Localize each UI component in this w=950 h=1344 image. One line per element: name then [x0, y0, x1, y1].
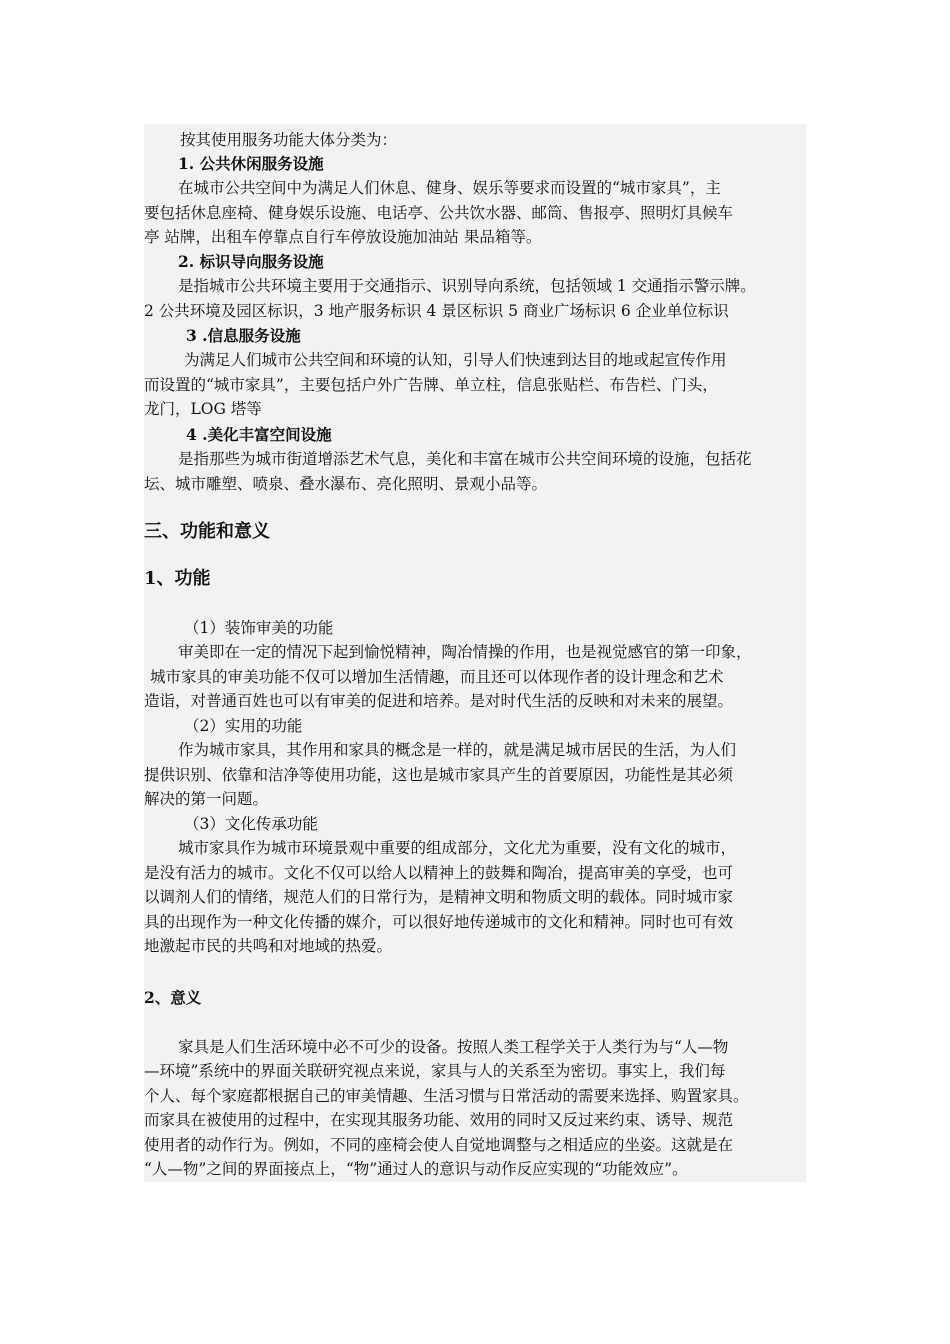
paragraph-line: 地激起市民的共鸣和对地域的热爱。 [144, 937, 393, 955]
paragraph-line: 龙门，LOG 塔等 [144, 400, 262, 418]
paragraph-line: 是指城市公共环境主要用于交通指示、识别导向系统，包括领域 1 交通指示警示牌。 [178, 277, 756, 295]
heading-functions-and-meaning: 三、功能和意义 [144, 521, 270, 542]
paragraph-line: 而设置的“城市家具”，主要包括户外广告牌、单立柱，信息张贴栏、布告栏、门头， [144, 376, 718, 394]
paragraph-line: 城市家具的审美功能不仅可以增加生活情趣，而且还可以体现作者的设计理念和艺术 [150, 668, 724, 686]
paragraph-line: 坛、城市雕塑、喷泉、叠水瀑布、亮化照明、景观小品等。 [144, 475, 548, 493]
paragraph-line: “人—物”之间的界面接点上，“物”通过人的意识与动作反应实现的“功能效应”。 [144, 1160, 688, 1178]
function-2-title: （2）实用的功能 [184, 717, 303, 735]
paragraph-line: 作为城市家具，其作用和家具的概念是一样的，就是满足城市居民的生活，为人们 [178, 741, 737, 759]
paragraph-line: 城市家具作为城市环境景观中重要的组成部分，文化尤为重要，没有文化的城市， [178, 839, 737, 857]
function-1-title: （1）装饰审美的功能 [184, 619, 334, 637]
heading-meaning: 2、意义 [144, 988, 202, 1007]
paragraph-line: 造诣，对普通百姓也可以有审美的促进和培养。是对时代生活的反映和对未来的展望。 [144, 692, 734, 710]
section-1-title: 1. 公共休闲服务设施 [178, 154, 324, 173]
paragraph-line: 以调剂人们的情绪，规范人们的日常行为，是精神文明和物质文明的载体。同时城市家 [144, 888, 734, 906]
paragraph-line: 2 公共环境及园区标识，3 地产服务标识 4 景区标识 5 商业广场标识 6 企业单位标识 [144, 302, 729, 320]
section-3-title: 3 .信息服务设施 [186, 326, 301, 345]
heading-functions: 1、功能 [144, 568, 211, 589]
paragraph-line: 在城市公共空间中为满足人们休息、健身、娱乐等要求而设置的“城市家具”，主 [178, 179, 721, 197]
paragraph-line: 是指那些为城市街道增添艺术气息，美化和丰富在城市公共空间环境的设施，包括花 [178, 450, 752, 468]
function-3-title: （3）文化传承功能 [184, 815, 318, 833]
paragraph-line: 亭 站牌，出租车停靠点自行车停放设施加油站 果品箱等。 [144, 228, 542, 246]
paragraph-line: 而家具在被使用的过程中，在实现其服务功能、效用的同时又反过来约束、诱导、规范 [144, 1111, 734, 1129]
paragraph-line: 是没有活力的城市。文化不仅可以给人以精神上的鼓舞和陶冶，提高审美的享受，也可 [144, 864, 734, 882]
section-4-title: 4 .美化丰富空间设施 [186, 425, 332, 444]
paragraph-line: 具的出现作为一种文化传播的媒介，可以很好地传递城市的文化和精神。同时也可有效 [144, 913, 734, 931]
section-2-title: 2. 标识导向服务设施 [178, 252, 324, 271]
paragraph-line: —环境”系统中的界面关联研究视点来说，家具与人的关系至为密切。事实上，我们每 [144, 1062, 726, 1080]
paragraph-line: 审美即在一定的情况下起到愉悦精神，陶冶情操的作用，也是视觉感官的第一印象， [178, 643, 752, 661]
paragraph-line: 为满足人们城市公共空间和环境的认知，引导人们快速到达目的地或起宣传作用 [184, 351, 727, 369]
paragraph-line: 使用者的动作行为。例如，不同的座椅会使人自觉地调整与之相适应的坐姿。这就是在 [144, 1136, 734, 1154]
paragraph-line: 家具是人们生活环境中必不可少的设备。按照人类工程学关于人类行为与“人—物 [178, 1038, 729, 1056]
intro-line: 按其使用服务功能大体分类为： [180, 131, 398, 149]
paragraph-line: 要包括休息座椅、健身娱乐设施、电话亭、公共饮水器、邮筒、售报亭、照明灯具候车 [144, 204, 734, 222]
paragraph-line: 解决的第一问题。 [144, 790, 269, 808]
paragraph-line: 提供识别、依靠和洁净等使用功能，这也是城市家具产生的首要原因，功能性是其必须 [144, 766, 734, 784]
paragraph-line: 个人、每个家庭都根据自己的审美情趣、生活习惯与日常活动的需要来选择、购置家具。 [144, 1087, 749, 1105]
